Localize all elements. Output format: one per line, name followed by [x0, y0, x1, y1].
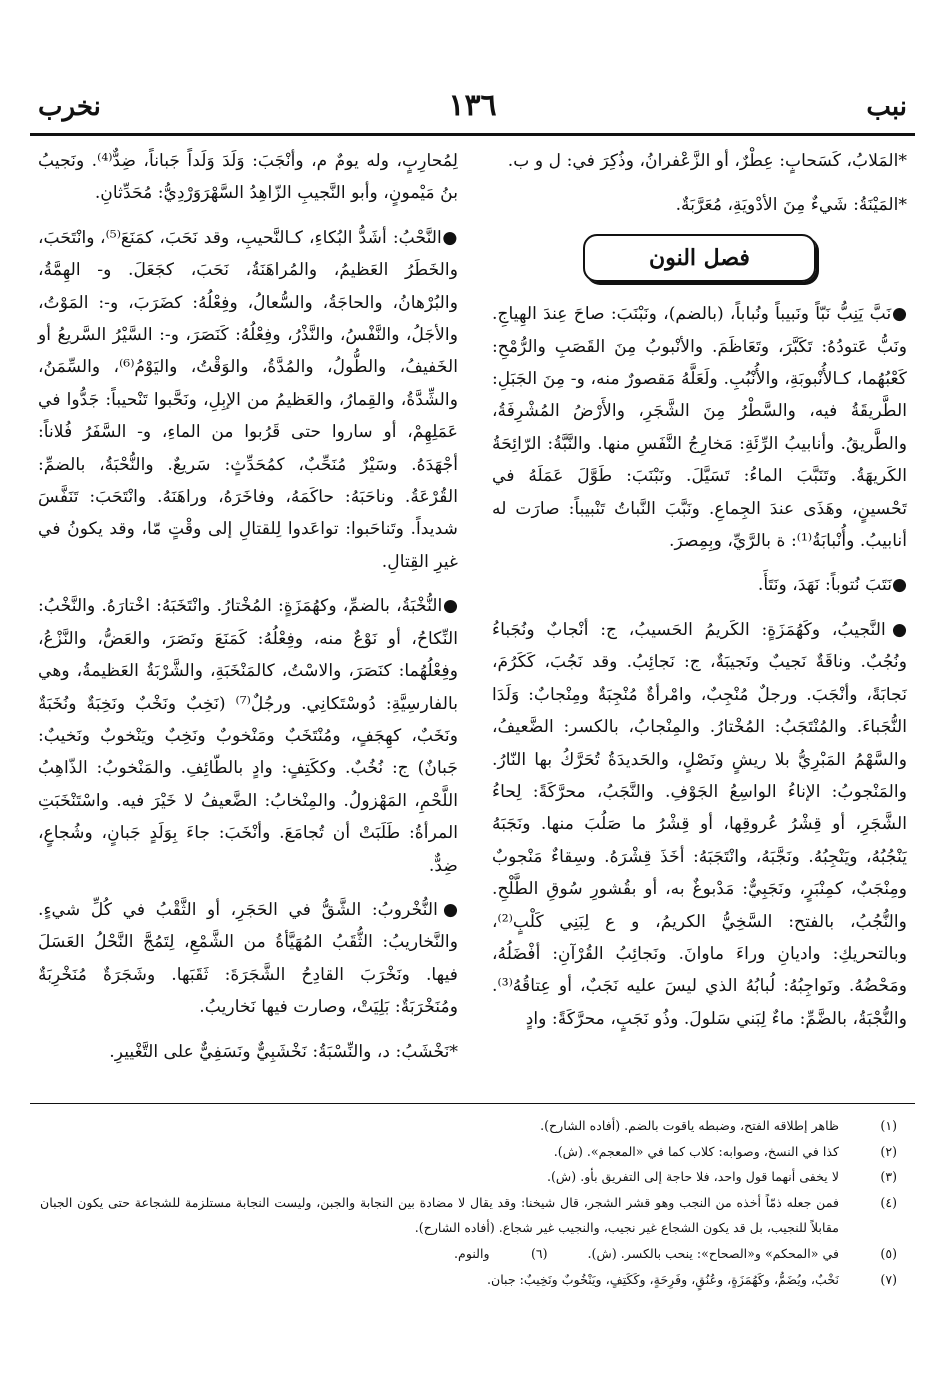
- header-right-word: نبب: [866, 92, 907, 122]
- entry-natab: ●نَتَبَ نُتوباً: نَهَدَ، ونَتَأَ.: [757, 575, 907, 596]
- footnote-text: نَخْبٌ، ويُضَمُّ، وكَهُمَزَةٍ، وعُنُقٍ، وفَرِحَةٍ، وكَكَتِفٍ، ويَنْخُوبٌ ونَخِيبٌ: جبان.: [486, 1271, 839, 1287]
- footnote-number: (١): [880, 1118, 897, 1133]
- entry-nahb: ●النَّحْبُ: أشَدُّ البُكاءِ، كـالنَّحيبِ، وقد نَحَبَ، كمَنَعَ⁽⁵⁾، وانْتَحَبَ، والخَطَرُ العَظيمُ، والمُراهَنَةُ، نَحَبَ، كجَعَلَ. و- الهِمَّةُ، والبُرْهانُ، والحاجَةُ، والسُّعالُ، وفِعْلُهُ: كضَرَبَ، و-: المَوْتُ، والأجَلُ، والنَّفْسُ، والنَّذْرُ، وفِعْلُهُ: كَنَصَرَ، و-: السَّيْرُ السَّريعُ أو الخَفيفُ، والطُّولُ، والمُدَّةُ، والوَقْتُ، واليَوْمُ⁽⁶⁾، والسِّمَنُ، والشِّدَّةُ، والقِمارُ، والعَظيمُ من الإبِلِ، ونَحَّبوا تَنْحيباً: جَدُّوا في عَمَلِهِمْ، أو ساروا حتى قَرُبوا من الماءِ، و- السَّفَرُ فُلاناً: أجْهَدَهُ. وسَيْرٌ مُنَحِّبٌ، كمُحَدِّثٍ: سَريعٌ. والنُّحْبَةُ، بالضمِّ: القُرْعَةُ. وناحَبَهُ: حاكَمَهُ، وفاخَرَهُ، وراهَنَهُ. وانْتَحَبَ: تَنَفَّسَ شديداً. وتَناحَبوا: تواعَدوا لِلقتالِ إلى وقْتٍ مّا، وقد يكونُ في غيرِ القِتالِ.: [38, 227, 458, 572]
- footnote-number: (٣): [880, 1169, 897, 1185]
- entry-nukhba: ●النُّخْبَةُ، بالضمِّ، وكهُمَزَةٍ: المُخْتارُ. وانْتَخَبَهُ: اخْتارَهُ. والنَّخْبُ: النِّكاحُ، أو نَوْعٌ منه، وفِعْلُهُ: كَمَنَعَ ونَصَرَ، والعَضُّ، والنَّزْعُ، وفِعْلُهُما: كنَصَرَ، والاسْتُ، كالمَنْخَبَةِ، والشَّرْبَةُ العَظيمةُ، وهي بالفارسِيَّةِ: دُوسْتَكانِي. ورجُلٌ⁽⁷⁾ (نَخِبٌ ونَخْبٌ ونَخِبَةٌ ونُخَبَةٌ ونَخَبٌ، كهِجَفٍ، ومُنْتَخَبٌ ومَنْخوبٌ ونَخِبٌ ويَنْخوبٌ ونَخيبٌ: جَبانٌ) ج: نُخُبٌ. وككَتِفٍ: وادٍ بالطّائِفِ. والمَنْخوبُ: الذّاهِبُ اللَّحْمِ، المَهْزولُ. والمِنْخابُ: الضَّعيفُ لا خَيْرَ فيه. واسْتَنْخَبَتِ المرأةُ: طَلَبَتْ أن تُجامَعَ. وأنْخَبَ: جاءَ بِوَلَدٍ جَبانٍ، وشُجاعٍ، ضِدٌّ.: [38, 596, 458, 876]
- footnote-number: (٢): [880, 1143, 897, 1159]
- page-number: ١٣٦: [448, 88, 497, 123]
- footnote-text: ظاهر إطلاقه الفتح، وضبطه ياقوت بالضم. (أفاده الشارح).: [540, 1118, 839, 1133]
- footnotes: [40, 1113, 897, 1292]
- footnote-text: والنوم.: [454, 1245, 490, 1261]
- entry-najib-continued: لِمُحارِبٍ، وله يومٌ م، وأنْجَبَ: وَلَدَ وَلَداً جَباناً، ضِدٌّ⁽⁴⁾. ونَجيبُ بنُ مَيْمونٍ، وأبو النَّجيبِ الزّاهِدُ السَّهْرَوَرْدِيُّ: مُحَدِّثانِ.: [38, 151, 459, 204]
- footnote: [40, 1164, 897, 1190]
- footnote: [40, 1139, 897, 1165]
- header-rule: [30, 133, 915, 136]
- footnote-gap: [548, 1241, 588, 1267]
- entry-nukhrub: ●النُّخْروبُ: الشَّقُّ في الحَجَرِ، أو الثَّقْبُ في كُلِّ شيءٍ. والنَّخاريبُ: الثُّقَبُ المُهَيَّأةُ من الشَّمْعِ، لِتَمُجَّ النَّحْلُ العَسَلَ فيها. ونَخْرَبَ القادِحُ الشَّجَرَةَ: ثَقَبَها. وشَجَرَةٌ مُنَخْرِبَةٌ ومُنَخْرَبَةٌ: بَلِيَتْ، وصارت فيها نَخاريبُ.: [38, 899, 458, 1018]
- footnote-number: (٦): [530, 1245, 548, 1261]
- footnote-text: فمن جعله ذمّاً أخذه من النجب وهو قشر الشجر، قال شيخنا: وقد يقال لا مضادة بين النجابة والجبن، وليست النجابة مستلزمة للشجاعة حتى يكون الجبان مقابلاً للنجيب، بل قد يكون الشجاع غير نجيب، والنجيب غير شجاع. (أفاده الشارح).: [40, 1194, 839, 1236]
- entry-nabb: ●نَبَّ يَنِبُّ نَبّاً ونَبيباً ونُباباً، (بالضم)، ونَبْنَبَ: صاحَ عِندَ الهِياجِ. ونَبُّ عَتودُهُ: تَكَبَّرَ، وتَعَاظَمَ. والأنْبوبُ مِنَ القَصَبِ والرُّمْحِ: كَعْبُهُما، كـالأُنْبوبَةِ، والأُنْبُبِ. ولَعَلَّهُ مَقصورٌ منه، و- مِنَ الجَبَلِ: الطَّريقَةُ فيه، والسَّطْرُ مِنَ الشَّجَرِ، والأَرْضُ المُشْرِفَةُ، والطَّريقُ. وأنابيبُ الرِّئَةِ: مَخارِجُ النَّفَسِ منها. والنَّبَّةُ: الرّائِحَةُ الكَريهَةُ. وتَنَبَّبَ الماءُ: تَسَيَّلَ. ونَبْنَبَ: طَوَّلَ عَمَلَهُ في تَحْسينٍ، وهَذَى عندَ الجِماعِ. ونَبَّبَ النَّباتُ تَنْبيباً: صارَت له أنابيبُ. وأُنْبابَةُ⁽¹⁾: ة بالرَّيِّ، وبِمِصرَ.: [492, 304, 907, 552]
- footnote-text: في «المحكم» و«الصحاح»: ينحب بالكسر. (ش).: [587, 1245, 839, 1261]
- right-column: [492, 145, 907, 1047]
- section-title-box: [492, 234, 907, 282]
- footnote-number: (٧): [880, 1271, 897, 1287]
- footnote: [40, 1113, 897, 1139]
- footnote-text: لا يخفى أنهما قول واحد، فلا حاجة إلى التفريق بأو. (ش).: [547, 1169, 839, 1185]
- footnote: [40, 1267, 897, 1293]
- entry-nakhshab: *نَخْشَبُ: د، والنِّسْبَةُ: نَخْشَبِيٌّ ونَسَفِيٌّ على التَّغْييرِ.: [109, 1041, 458, 1062]
- header-left-word: نخرب: [38, 92, 101, 122]
- left-column: [38, 145, 458, 1080]
- section-title: فصل النون: [583, 234, 816, 282]
- footnote-text: كذا في النسخ، وصوابه: كلاب كما في «المعجم». (ش).: [553, 1143, 839, 1159]
- entry-mayna: *المَيْنَةُ: شَيءٌ مِنَ الأدْويَةِ، مُعَرَّبَةٌ.: [675, 195, 907, 216]
- footnote-number: (٤): [880, 1194, 897, 1210]
- entry-najib: ●النَّجيبُ، وكَهُمَزَةٍ: الكَريمُ الحَسيبُ، ج: أنْجابٌ ونُجَباءُ ونُجُبٌ. وناقَةٌ نَجيبٌ ونَجيبَةٌ، ج: نَجائِبُ. وقد نَجُبَ، كَكَرُمَ، نَجابَةً، وأنْجَبَ. ورجلٌ مُنْجِبٌ، وامْرأةٌ مُنْجِبَةٌ ومِنْجابٌ: وَلَدَا النُّجَباءَ. والمُنْتَجَبُ: المُخْتارُ. والمِنْجابُ، بالكسر: الضَّعيفُ، والسَّهْمُ المَبْرِيُّ بلا ريشٍ ونَصْلٍ، والحَديدَةُ تُحَرَّكُ بها النّارُ. والمَنْجوبُ: الإناءُ الواسِعُ الجَوْفِ. والنَّجَبُ، محرَّكَةً: لِحاءُ الشَّجَرِ، أو قِشْرُ عُروقِها، أو قِشْرُ ما صَلُبَ منها. ونَجَبَهُ يَنْجُبُهُ، ويَنْجِبُهُ. ونَجَّبَهُ، وانْتَجَبَهُ: أخَذَ قِشْرَهُ. وسِقاءٌ مَنْجوبٌ ومِنْجَبٌ، كمِنْبَرٍ، ونَجَبِيٌّ: مَدْبوغٌ به، أو بقُشورِ سُوقِ الطَّلْحِ. والنُّجُبُ، بالفتح: السَّخِيُّ الكريمُ، و ع لِبَنِي كَلْبٍ⁽²⁾، وبالتحريكِ: واديانِ وراءَ ماوانَ. ونَجائِبُ القُرْآنِ: أفْضَلُهُ، ومَحْضُهُ. ونَواجِبُهُ: لُبابُهُ الذي ليسَ عليه نَجَبٌ، أو عِتاقُهُ⁽³⁾. والنُّجْبَةُ، بالضَّمِّ: ماءٌ لِبَني سَلولَ. وذُو نَجَبٍ، محرَّكَةً: وادٍ: [492, 619, 907, 1029]
- footnote-number: (٥): [880, 1245, 897, 1261]
- entry-malab: *المَلابُ، كَسَحابٍ: عِطْرٌ، أو الزَّعْفرانُ، وذُكِرَ في: ل و ب.: [507, 151, 907, 171]
- footnote: [40, 1241, 897, 1267]
- footnote: [40, 1190, 897, 1241]
- footnote-rule: [30, 1103, 915, 1104]
